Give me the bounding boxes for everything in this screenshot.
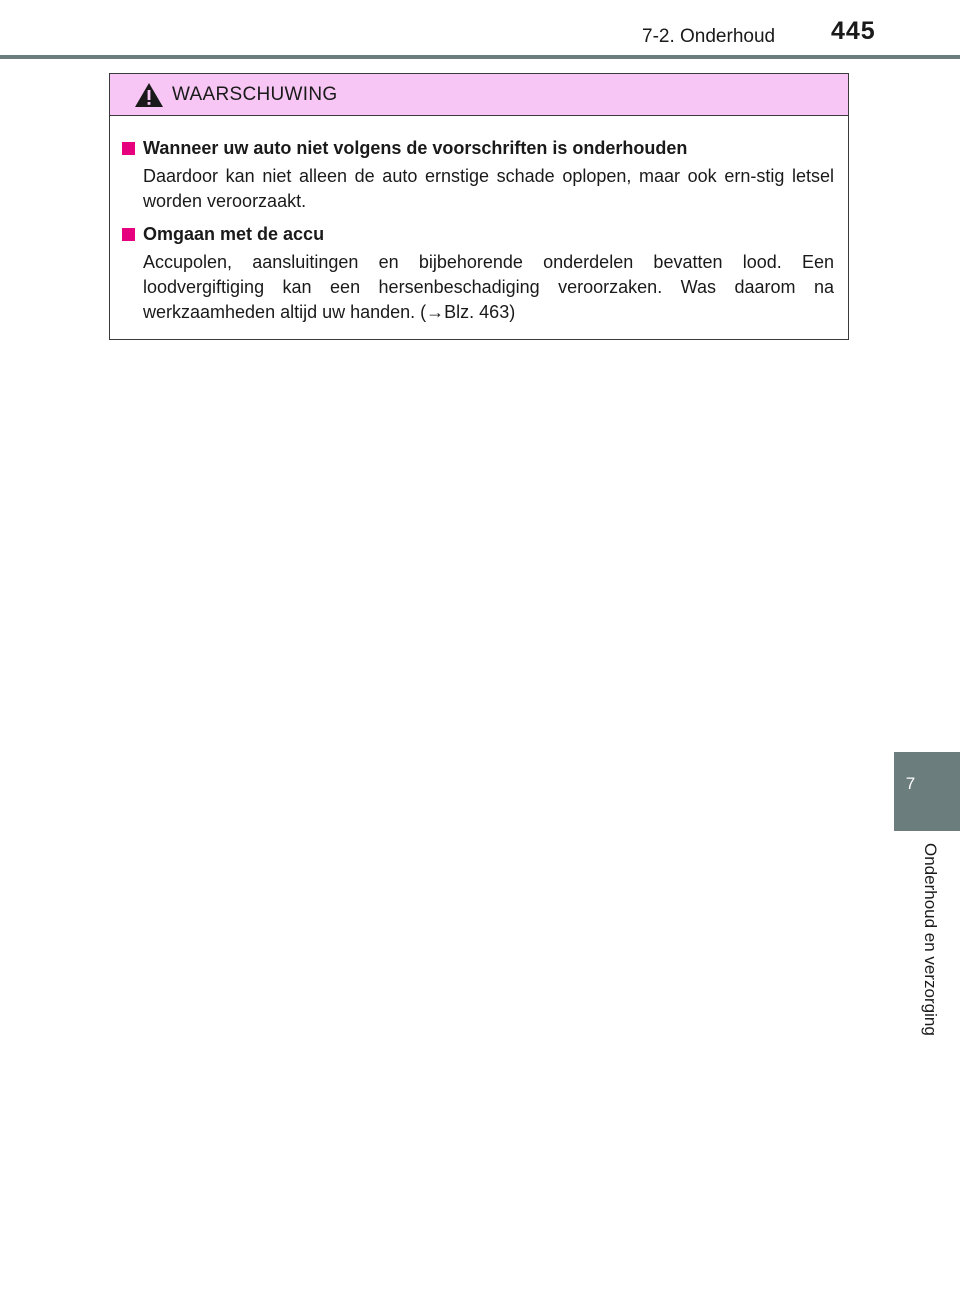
page-number: 445 (831, 17, 876, 45)
warning-item-heading (122, 136, 834, 160)
warning-item-text: Accupolen, aansluitingen en bijbehorende onderdelen bevatten lood. Een loodvergiftiging kan een hersenbeschadiging veroorzaken. Was daarom na werkzaamheden altijd uw handen. (→Blz. 463) (143, 252, 834, 322)
square-bullet-icon (122, 142, 135, 155)
header-rule (0, 55, 960, 59)
warning-item-heading-text: Wanneer uw auto niet volgens de voorschriften is onderhouden (143, 138, 688, 158)
warning-item-text: Daardoor kan niet alleen de auto ernstige schade oplopen, maar ook ern-stig letsel worden veroorzaakt. (143, 166, 834, 211)
warning-item-heading-text: Omgaan met de accu (143, 224, 325, 244)
square-bullet-icon (122, 228, 135, 241)
warning-title: WAARSCHUWING (172, 84, 338, 105)
warning-box (109, 73, 849, 340)
warning-header (110, 74, 848, 116)
warning-item (122, 222, 834, 325)
header-section-title: 7-2. Onderhoud (642, 26, 776, 47)
chapter-tab (894, 752, 960, 831)
warning-item (122, 136, 834, 214)
chapter-label: Onderhoud en verzorging (921, 843, 940, 1036)
chapter-number: 7 (905, 774, 916, 793)
warning-item-heading (122, 222, 834, 246)
warning-body (110, 116, 848, 325)
warning-triangle-icon (134, 82, 164, 108)
